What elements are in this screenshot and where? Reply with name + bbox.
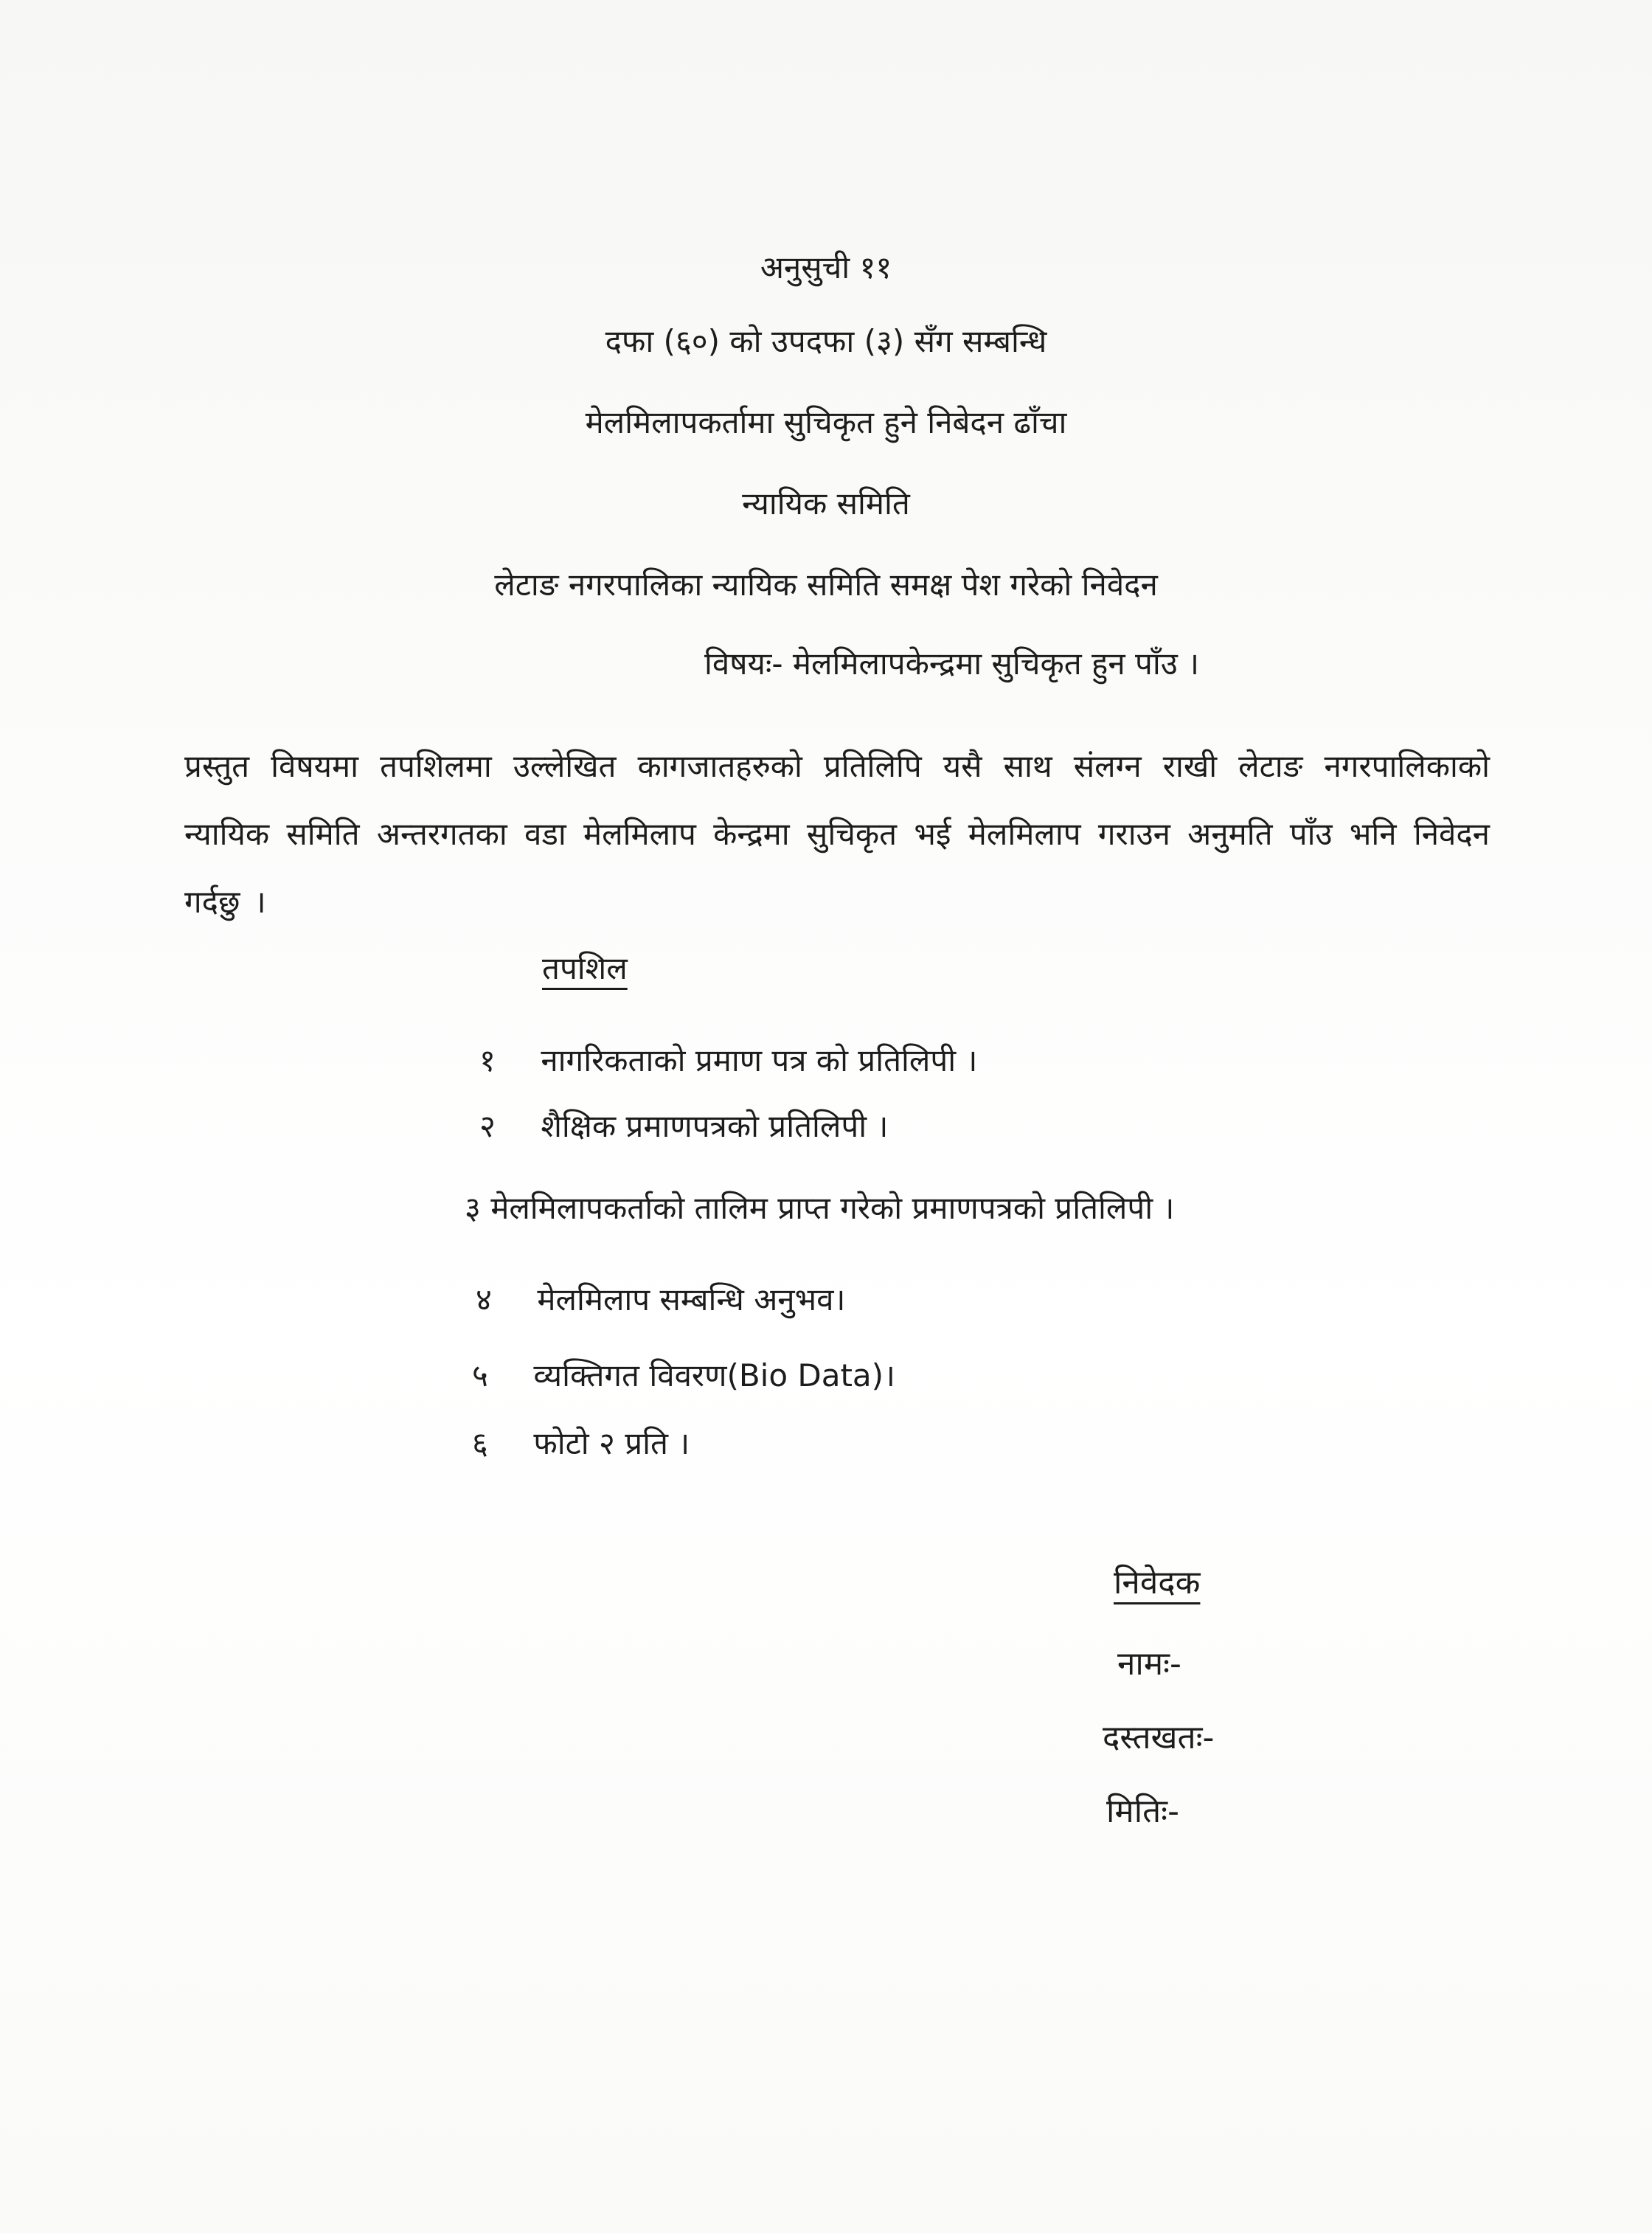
attachment-item-text: मेलमिलाप सम्बन्धि अनुभव। <box>537 1281 846 1318</box>
attachment-item <box>476 1281 845 1318</box>
body-paragraph: प्रस्तुत विषयमा तपशिलमा उल्लेखित कागजातहरुको प्रतिलिपि यसै साथ संलग्न राखी लेटाङ नगरपालिकाको न्यायिक समिति अन्तरगतका वडा मेलमिलाप केन्द्रमा सुचिकृत भई मेलमिलाप गराउन अनुमति पाँउ भनि निवेदन गर्दछु । <box>184 748 1490 920</box>
applicant-signature-label: दस्तखतः- <box>1103 1719 1215 1756</box>
attachment-item <box>472 1425 690 1462</box>
attachment-item-number: ६ <box>472 1425 488 1461</box>
attachment-item-number: ४ <box>476 1281 492 1318</box>
application-heading: लेटाङ नगरपालिका न्यायिक समिति समक्ष पेश गरेको निवेदन <box>494 567 1158 603</box>
attachment-item-number: ३ <box>465 1190 481 1226</box>
attachments-heading: तपशिल <box>542 950 628 986</box>
subject-line: विषयः- मेलमिलापकेन्द्रमा सुचिकृत हुन पाँउ । <box>704 645 1200 682</box>
attachment-item-text: नागरिकताको प्रमाण पत्र को प्रतिलिपी । <box>541 1042 978 1079</box>
attachment-item <box>465 1190 1174 1227</box>
attachment-item <box>472 1357 895 1394</box>
attachment-item-text: फोटो २ प्रति । <box>533 1425 690 1461</box>
addressee: न्यायिक समिति <box>742 485 910 522</box>
attachment-item-text: मेलमिलापकर्ताको तालिम प्राप्त गरेको प्रमाणपत्रको प्रतिलिपी । <box>490 1190 1175 1226</box>
applicant-date-label: मितिः- <box>1106 1793 1179 1830</box>
attachment-item <box>479 1042 977 1079</box>
form-title: मेलमिलापकर्तामा सुचिकृत हुने निबेदन ढाँचा <box>585 404 1067 440</box>
attachment-item-number: ५ <box>472 1357 488 1394</box>
attachment-item-text: व्यक्तिगत विवरण(Bio Data)। <box>533 1357 895 1394</box>
attachment-item-number: १ <box>479 1042 496 1079</box>
schedule-number: अनुसुची ११ <box>760 249 892 285</box>
applicant-name-label: नामः- <box>1117 1645 1181 1683</box>
attachment-item-text: शैक्षिक प्रमाणपत्रको प्रतिलिपी । <box>541 1108 889 1144</box>
attachment-item-number: २ <box>479 1108 496 1144</box>
attachment-item <box>479 1108 888 1145</box>
section-reference: दफा (६०) को उपदफा (३) सँग सम्बन्धि <box>605 323 1047 359</box>
applicant-heading: निवेदक <box>1114 1564 1201 1602</box>
